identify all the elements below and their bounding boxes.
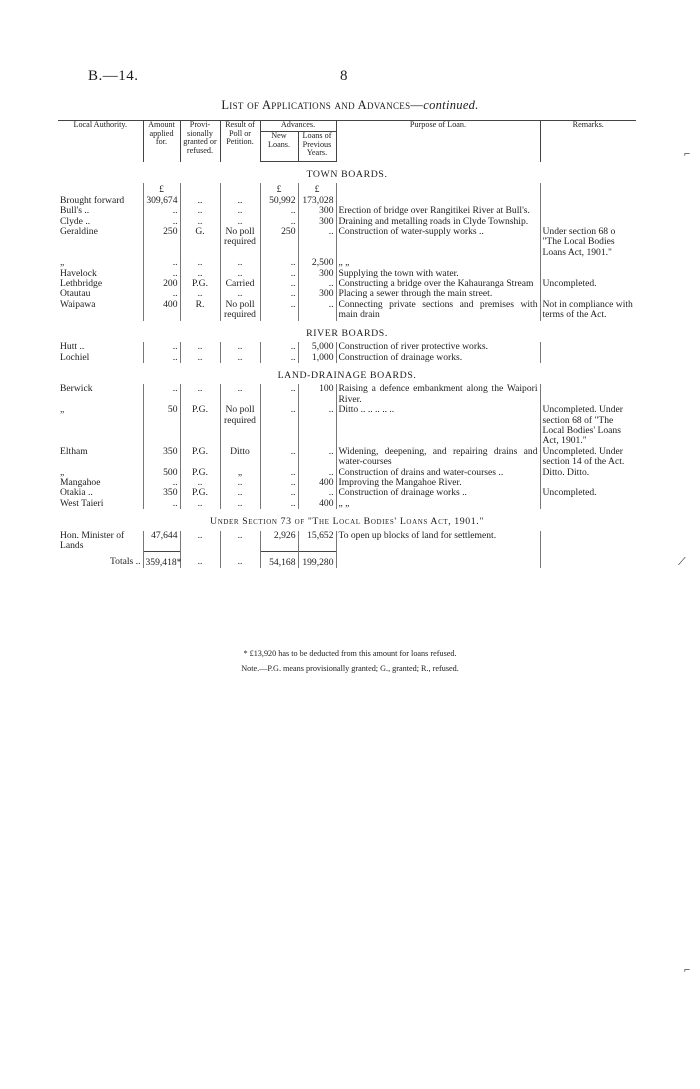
section-heading-text: TOWN BOARDS. xyxy=(306,169,388,180)
section-heading-row xyxy=(58,363,636,384)
previous-loans-cell: 400 xyxy=(298,478,336,488)
previous-loans-cell: .. xyxy=(298,405,336,447)
previous-loans-cell: .. xyxy=(298,279,336,289)
provisional-cell: P.G. xyxy=(180,447,220,468)
footnote: * £13,920 has to be deducted from this amount for loans refused. xyxy=(243,649,457,658)
previous-loans-cell: 300 xyxy=(298,217,336,227)
previous-loans-cell: .. xyxy=(298,447,336,468)
new-loans-cell: .. xyxy=(260,258,298,268)
new-loans-cell: .. xyxy=(260,279,298,289)
authority-cell: West Taieri xyxy=(60,497,104,509)
authority-cell: Otautau xyxy=(60,288,91,300)
remarks-cell xyxy=(540,196,636,206)
purpose-cell: „ „ xyxy=(336,258,540,268)
purpose-cell: Constructing a bridge over the Kahauranga Stream xyxy=(336,279,540,289)
section-heading-text: Under Section 73 of "The Local Bodies' Loans Act, 1901." xyxy=(210,516,484,528)
section-heading-row xyxy=(58,162,636,184)
provisional-cell: P.G. xyxy=(180,405,220,447)
totals-amount: 359,418* xyxy=(143,551,180,568)
previous-loans-cell: 300 xyxy=(298,269,336,279)
currency-symbol: £ xyxy=(298,183,336,195)
purpose-cell: Connecting private sections and premises with main drain xyxy=(336,300,540,321)
purpose-cell: Construction of river protective works. xyxy=(336,342,540,352)
remarks-cell xyxy=(540,499,636,509)
new-loans-cell: .. xyxy=(260,468,298,478)
provisional-cell: .. xyxy=(180,478,220,488)
new-loans-cell: 2,926 xyxy=(260,531,298,552)
authority-cell: Havelock xyxy=(60,267,97,279)
provisional-cell: P.G. xyxy=(180,468,220,478)
blank-cell xyxy=(336,551,540,568)
authority-cell: Otakia .. xyxy=(60,487,93,499)
blank-cell xyxy=(336,183,540,195)
previous-loans-cell: 15,652 xyxy=(298,531,336,552)
result-cell: Ditto xyxy=(220,447,260,468)
provisional-cell: P.G. xyxy=(180,279,220,289)
previous-loans-cell: 1,000 xyxy=(298,353,336,363)
blank-cell xyxy=(540,551,636,568)
purpose-cell: Construction of drains and water-courses .. xyxy=(336,468,540,478)
result-cell: .. xyxy=(220,488,260,498)
remarks-cell xyxy=(540,342,636,352)
result-cell: „ xyxy=(220,468,260,478)
provisional-cell: .. xyxy=(180,531,220,552)
page-title xyxy=(0,98,700,113)
previous-loans-cell: .. xyxy=(298,300,336,321)
totals-result: .. xyxy=(220,551,260,568)
new-loans-cell: .. xyxy=(260,217,298,227)
purpose-cell: Construction of drainage works. xyxy=(336,353,540,363)
remarks-cell xyxy=(540,531,636,552)
remarks-cell: Not in compliance with terms of the Act. xyxy=(540,300,636,321)
amount-cell: .. xyxy=(143,342,180,352)
amount-cell: .. xyxy=(143,478,180,488)
section-heading xyxy=(58,321,636,342)
col-purpose: Purpose of Loan. xyxy=(336,121,540,162)
previous-loans-cell: .. xyxy=(298,468,336,478)
authority-cell: Clyde .. xyxy=(60,215,91,227)
result-cell: No poll required xyxy=(220,405,260,447)
new-loans-cell: .. xyxy=(260,499,298,509)
edge-mark: ⌐ xyxy=(684,148,691,160)
edge-mark: ⌐ xyxy=(684,964,691,976)
purpose-cell: Supplying the town with water. xyxy=(336,269,540,279)
new-loans-cell: 50,992 xyxy=(260,196,298,206)
result-cell: .. xyxy=(220,531,260,552)
remarks-cell: Uncompleted. xyxy=(540,279,636,289)
remarks-cell: Ditto. Ditto. xyxy=(540,468,636,478)
page-number: 8 xyxy=(340,68,348,84)
result-cell: .. xyxy=(220,499,260,509)
result-cell: .. xyxy=(220,206,260,216)
previous-loans-cell: .. xyxy=(298,488,336,498)
amount-cell: .. xyxy=(143,206,180,216)
result-cell: Carried xyxy=(220,279,260,289)
authority-cell: Hutt .. xyxy=(60,341,85,353)
purpose-cell: Construction of water-supply works .. xyxy=(336,227,540,258)
result-cell: No poll required xyxy=(220,300,260,321)
amount-cell: 200 xyxy=(143,279,180,289)
remarks-cell: Under section 68 o "The Local Bodies Loans Act, 1901." xyxy=(540,227,636,258)
title-main: List of Applications and Advances— xyxy=(221,98,424,112)
previous-loans-cell: 173,028 xyxy=(298,196,336,206)
abbreviation-note: Note.—P.G. means provisionally granted; G., granted; R., refused. xyxy=(241,664,459,673)
amount-cell: .. xyxy=(143,289,180,299)
table-body xyxy=(58,162,636,569)
purpose-cell: Widening, deepening, and repairing drains and water-courses xyxy=(336,447,540,468)
new-loans-cell: .. xyxy=(260,405,298,447)
remarks-cell: Uncompleted. Under section 14 of the Act. xyxy=(540,447,636,468)
blank-cell xyxy=(58,183,143,195)
new-loans-cell: .. xyxy=(260,300,298,321)
purpose-cell: Construction of drainage works .. xyxy=(336,488,540,498)
previous-loans-cell: 5,000 xyxy=(298,342,336,352)
provisional-cell: .. xyxy=(180,384,220,405)
provisional-cell: .. xyxy=(180,342,220,352)
purpose-cell: Erection of bridge over Rangitikei River at Bull's. xyxy=(336,206,540,216)
new-loans-cell: .. xyxy=(260,488,298,498)
authority-cell: „ xyxy=(60,404,65,416)
col-authority: Local Authority. xyxy=(58,121,143,162)
new-loans-cell: .. xyxy=(260,289,298,299)
result-cell: .. xyxy=(220,258,260,268)
totals-new-loans: 54,168 xyxy=(260,551,298,568)
remarks-cell xyxy=(540,258,636,268)
currency-symbol: £ xyxy=(260,183,298,195)
col-advances: Advances. xyxy=(260,121,336,132)
authority-cell: Lethbridge xyxy=(60,278,103,290)
amount-cell: .. xyxy=(143,217,180,227)
previous-loans-cell: 300 xyxy=(298,289,336,299)
blank-cell xyxy=(220,183,260,195)
result-cell: .. xyxy=(220,384,260,405)
amount-cell: 500 xyxy=(143,468,180,478)
table-row xyxy=(58,384,636,405)
result-cell: No poll required xyxy=(220,227,260,258)
provisional-cell: P.G. xyxy=(180,488,220,498)
amount-cell: .. xyxy=(143,258,180,268)
col-provisional: Provi- sionally granted or refused. xyxy=(180,121,220,162)
amount-cell: 50 xyxy=(143,405,180,447)
previous-loans-cell: 300 xyxy=(298,206,336,216)
col-previous-loans: Loans of Previous Years. xyxy=(298,132,336,162)
section-heading xyxy=(58,509,636,530)
result-cell: .. xyxy=(220,196,260,206)
amount-cell: .. xyxy=(143,269,180,279)
result-cell: .. xyxy=(220,289,260,299)
col-amount: Amount applied for. xyxy=(143,121,180,162)
authority-cell: Berwick xyxy=(60,383,93,395)
provisional-cell: .. xyxy=(180,196,220,206)
previous-loans-cell: 400 xyxy=(298,499,336,509)
amount-cell: .. xyxy=(143,499,180,509)
authority-cell: Hon. Minister of Lands xyxy=(60,529,125,551)
authority-cell: Mangahoe xyxy=(60,476,101,488)
blank-cell xyxy=(180,183,220,195)
section-heading-text: LAND-DRAINAGE BOARDS. xyxy=(277,369,417,381)
currency-row xyxy=(58,183,636,195)
table-row xyxy=(58,531,636,552)
previous-loans-cell: 2,500 xyxy=(298,258,336,268)
table-row xyxy=(58,405,636,447)
amount-cell: 400 xyxy=(143,300,180,321)
authority-cell: Geraldine xyxy=(60,226,98,238)
purpose-cell: Placing a sewer through the main street. xyxy=(336,289,540,299)
purpose-cell: Draining and metalling roads in Clyde Township. xyxy=(336,217,540,227)
previous-loans-cell: .. xyxy=(298,227,336,258)
totals-provisional: .. xyxy=(180,551,220,568)
section-heading xyxy=(58,363,636,384)
result-cell: .. xyxy=(220,269,260,279)
amount-cell: 350 xyxy=(143,447,180,468)
result-cell: .. xyxy=(220,217,260,227)
table-row xyxy=(58,342,636,352)
table-row xyxy=(58,300,636,321)
provisional-cell: .. xyxy=(180,258,220,268)
provisional-cell: .. xyxy=(180,269,220,279)
result-cell: .. xyxy=(220,353,260,363)
applications-table xyxy=(58,120,636,568)
totals-row xyxy=(58,551,636,568)
section-heading-text: RIVER BOARDS. xyxy=(306,327,388,339)
authority-cell: Waipawa xyxy=(60,298,96,310)
amount-cell: .. xyxy=(143,353,180,363)
authority-cell: Brought forward xyxy=(60,194,125,206)
currency-symbol: £ xyxy=(143,183,180,195)
remarks-cell xyxy=(540,384,636,405)
section-heading xyxy=(58,162,636,184)
remarks-cell: Uncompleted. Under section 68 of "The Local Bodies' Loans Act, 1901." xyxy=(540,405,636,447)
authority-cell: Lochiel xyxy=(60,351,90,363)
new-loans-cell: .. xyxy=(260,384,298,405)
totals-previous-loans: 199,280 xyxy=(298,551,336,568)
amount-cell: 350 xyxy=(143,488,180,498)
authority-cell: Bull's .. xyxy=(60,205,90,217)
col-new-loans: New Loans. xyxy=(260,132,298,162)
provisional-cell: .. xyxy=(180,217,220,227)
edge-mark: ⟋ xyxy=(678,556,686,568)
result-cell: .. xyxy=(220,342,260,352)
new-loans-cell: .. xyxy=(260,342,298,352)
new-loans-cell: .. xyxy=(260,269,298,279)
remarks-cell xyxy=(540,206,636,216)
table-row xyxy=(58,499,636,509)
report-reference: B.—14. xyxy=(88,68,139,84)
amount-cell: 309,674 xyxy=(143,196,180,206)
provisional-cell: .. xyxy=(180,499,220,509)
section-heading-row xyxy=(58,321,636,342)
amount-cell: .. xyxy=(143,384,180,405)
col-result: Result of Poll or Petition. xyxy=(220,121,260,162)
table-row xyxy=(58,353,636,363)
title-suffix: continued. xyxy=(423,98,479,112)
purpose-cell: To open up blocks of land for settlement. xyxy=(336,531,540,552)
totals-label: Totals .. xyxy=(109,556,141,568)
table-row xyxy=(58,227,636,258)
provisional-cell: G. xyxy=(180,227,220,258)
col-remarks: Remarks. xyxy=(540,121,636,162)
purpose-cell: Improving the Mangahoe River. xyxy=(336,478,540,488)
purpose-cell: Raising a defence embankment along the Waipori River. xyxy=(336,384,540,405)
amount-cell: 250 xyxy=(143,227,180,258)
purpose-cell: Ditto .. .. .. .. .. xyxy=(336,405,540,447)
new-loans-cell: .. xyxy=(260,447,298,468)
authority-cell: „ xyxy=(60,466,65,478)
previous-loans-cell: 100 xyxy=(298,384,336,405)
purpose-cell: „ „ xyxy=(336,499,540,509)
new-loans-cell: 250 xyxy=(260,227,298,258)
authority-cell: „ xyxy=(60,257,65,269)
remarks-cell xyxy=(540,353,636,363)
blank-cell xyxy=(540,183,636,195)
new-loans-cell: .. xyxy=(260,478,298,488)
provisional-cell: R. xyxy=(180,300,220,321)
section-heading-row xyxy=(58,509,636,530)
new-loans-cell: .. xyxy=(260,206,298,216)
result-cell: .. xyxy=(220,478,260,488)
provisional-cell: .. xyxy=(180,206,220,216)
provisional-cell: .. xyxy=(180,289,220,299)
provisional-cell: .. xyxy=(180,353,220,363)
remarks-cell: Uncompleted. xyxy=(540,488,636,498)
authority-cell: Eltham xyxy=(60,445,88,457)
table-row xyxy=(58,447,636,468)
amount-cell: 47,644 xyxy=(143,531,180,552)
new-loans-cell: .. xyxy=(260,353,298,363)
